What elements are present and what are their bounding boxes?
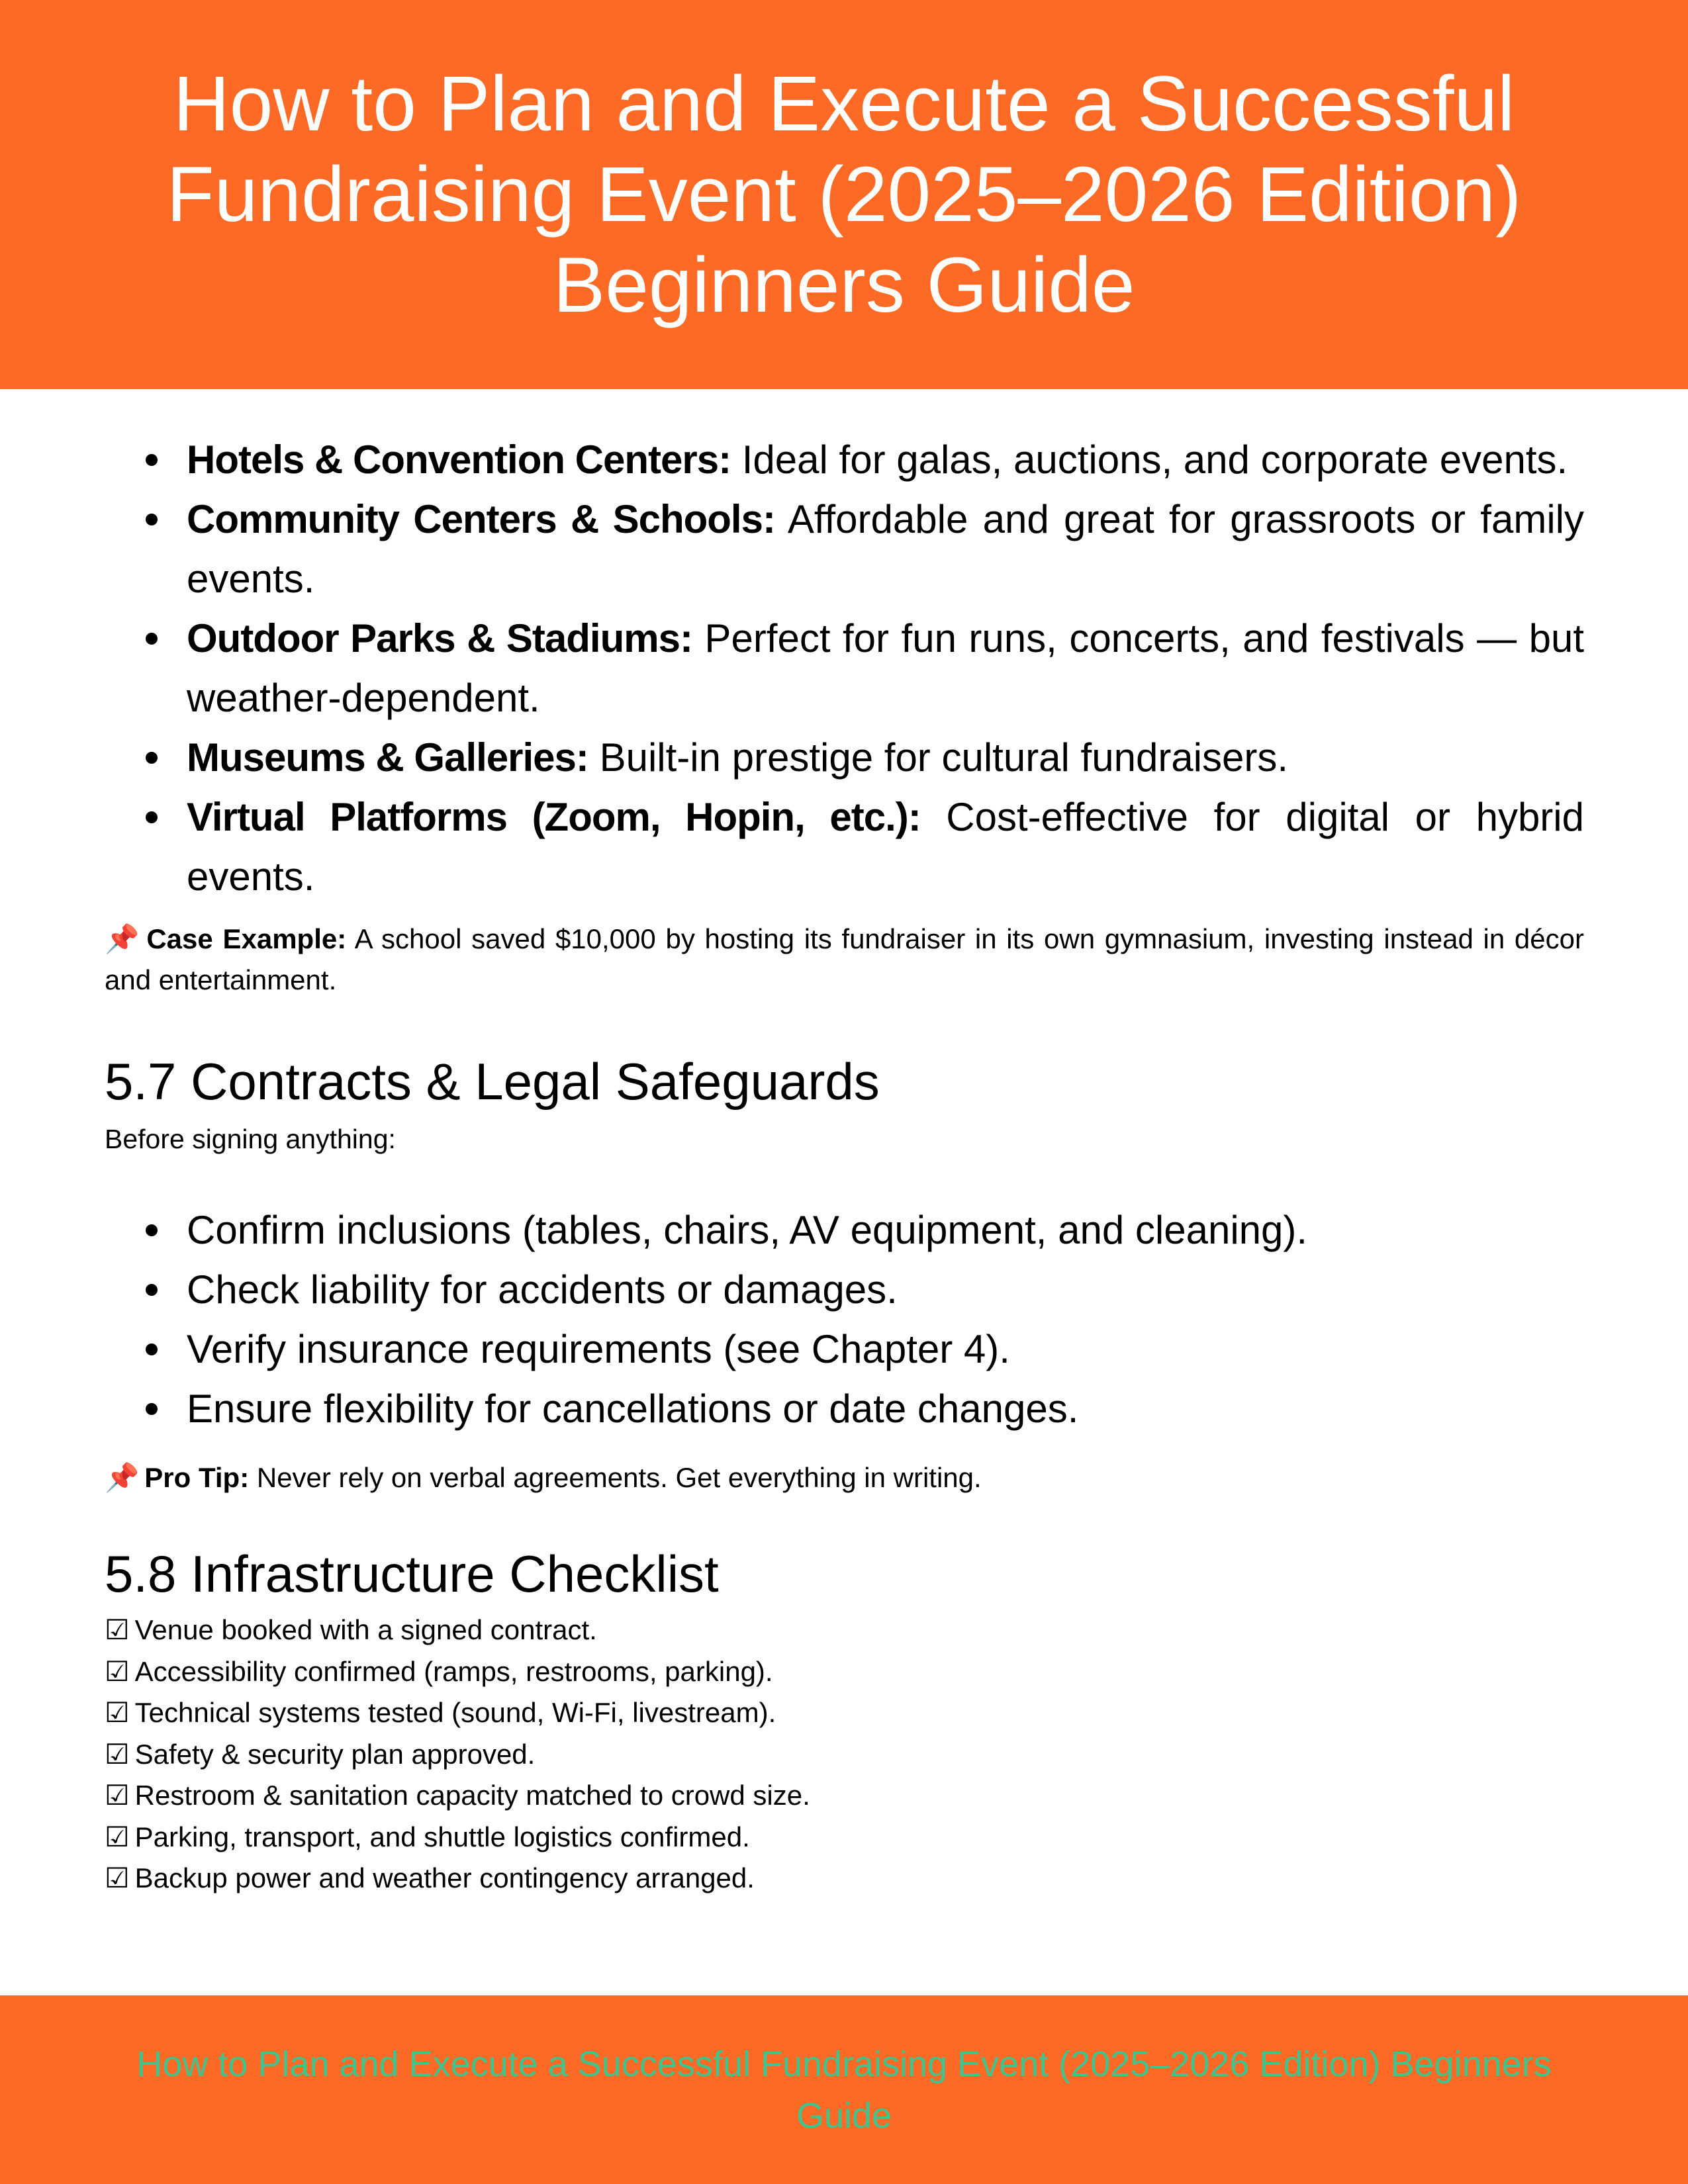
list-item xyxy=(187,728,1584,788)
checklist-text: Backup power and weather contingency arranged. xyxy=(134,1862,755,1893)
checklist-text: Venue booked with a signed contract. xyxy=(134,1614,597,1645)
case-example-text: A school saved $10,000 by hosting its fundraiser in its own gymnasium, investing instead in décor and entertainment. xyxy=(105,923,1584,995)
checklist-text: Accessibility confirmed (ramps, restrooms, parking). xyxy=(134,1655,773,1687)
case-example xyxy=(105,919,1584,1001)
title-line-2: Fundraising Event (2025–2026 Edition) xyxy=(166,150,1522,238)
page-content xyxy=(105,430,1584,1899)
section-intro: Before signing anything: xyxy=(105,1124,396,1154)
contracts-list xyxy=(105,1201,1584,1439)
checkbox-checked-icon: ☑ xyxy=(105,1780,130,1811)
venue-label: Hotels & Convention Centers: xyxy=(187,437,731,482)
checklist-item xyxy=(105,1610,1584,1651)
checklist-item xyxy=(105,1734,1584,1776)
pushpin-icon: 📌 xyxy=(105,1462,140,1493)
checklist-item xyxy=(105,1692,1584,1734)
venue-label: Community Centers & Schools: xyxy=(187,497,775,541)
checklist-text: Restroom & sanitation capacity matched to crowd size. xyxy=(134,1780,810,1811)
checklist-item xyxy=(105,1858,1584,1899)
list-item xyxy=(187,609,1584,728)
checkbox-checked-icon: ☑ xyxy=(105,1738,130,1770)
title-line-3: Beginners Guide xyxy=(553,241,1135,329)
infrastructure-checklist xyxy=(105,1610,1584,1899)
list-item xyxy=(187,490,1584,609)
venue-text: Perfect for fun runs, concerts, and festivals — but weather-dependent. xyxy=(187,616,1584,720)
venue-label: Museums & Galleries: xyxy=(187,735,588,780)
venue-label: Outdoor Parks & Stadiums: xyxy=(187,616,692,660)
checklist-item xyxy=(105,1651,1584,1693)
page-footer xyxy=(0,1995,1688,2184)
venue-text: Cost-effective for digital or hybrid events. xyxy=(187,795,1584,899)
venue-list xyxy=(105,430,1584,907)
page-title xyxy=(167,59,1522,331)
checkbox-checked-icon: ☑ xyxy=(105,1614,130,1645)
checklist-text: Safety & security plan approved. xyxy=(134,1738,536,1770)
pro-tip-label: Pro Tip: xyxy=(144,1462,250,1493)
section-heading-checklist: 5.8 Infrastructure Checklist xyxy=(105,1545,719,1603)
checkbox-checked-icon: ☑ xyxy=(105,1655,130,1687)
section-heading-contracts: 5.7 Contracts & Legal Safeguards xyxy=(105,1052,880,1111)
list-item: Check liability for accidents or damages. xyxy=(187,1260,1584,1320)
list-item xyxy=(187,788,1584,907)
list-item: Verify insurance requirements (see Chapter 4). xyxy=(187,1320,1584,1379)
case-example-label: Case Example: xyxy=(146,923,347,954)
pro-tip-text: Never rely on verbal agreements. Get everything in writing. xyxy=(249,1462,982,1493)
venue-text: Affordable and great for grassroots or family events. xyxy=(187,497,1584,601)
list-item: Ensure flexibility for cancellations or date changes. xyxy=(187,1379,1584,1439)
checklist-text: Parking, transport, and shuttle logistics confirmed. xyxy=(134,1821,750,1852)
venue-text: Built-in prestige for cultural fundraisers. xyxy=(588,735,1289,780)
list-item xyxy=(187,430,1584,490)
title-line-1: How to Plan and Execute a Successful xyxy=(173,60,1515,148)
checklist-item xyxy=(105,1817,1584,1858)
venue-text: Ideal for galas, auctions, and corporate events. xyxy=(731,437,1568,482)
pushpin-icon: 📌 xyxy=(105,923,142,954)
page-header xyxy=(0,0,1688,389)
list-item: Confirm inclusions (tables, chairs, AV equipment, and cleaning). xyxy=(187,1201,1584,1260)
checklist-text: Technical systems tested (sound, Wi-Fi, livestream). xyxy=(134,1697,776,1728)
checklist-item xyxy=(105,1775,1584,1817)
checkbox-checked-icon: ☑ xyxy=(105,1697,130,1728)
pro-tip xyxy=(105,1457,1584,1498)
venue-label: Virtual Platforms (Zoom, Hopin, etc.): xyxy=(187,795,921,839)
checkbox-checked-icon: ☑ xyxy=(105,1821,130,1852)
footer-text: How to Plan and Execute a Successful Fundraising Event (2025–2026 Edition) Beginners Guide xyxy=(136,2044,1552,2136)
checkbox-checked-icon: ☑ xyxy=(105,1862,130,1893)
